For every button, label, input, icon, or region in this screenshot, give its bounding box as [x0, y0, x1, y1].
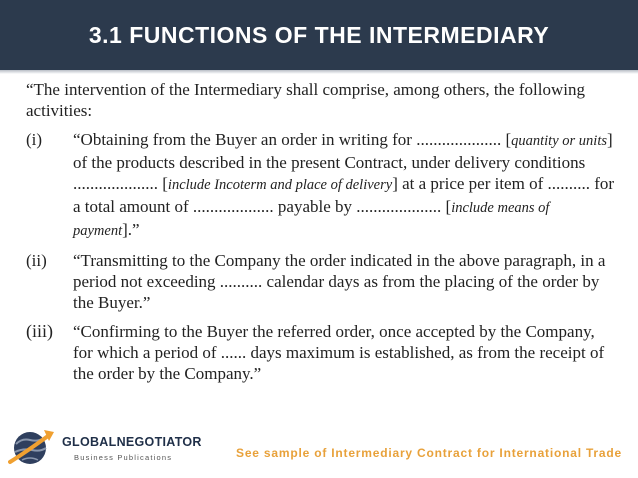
item-text	[73, 129, 616, 242]
text-segment: “Confirming to the Buyer the referred order, once accepted by the Company, for which a period of ...... days maximum is established, as from the receipt of the order by the Company.”	[73, 322, 605, 383]
item-text	[73, 321, 616, 384]
intro-paragraph: “The intervention of the Intermediary shall comprise, among others, the following activities:	[26, 80, 585, 120]
item-text	[73, 250, 616, 313]
list-item-iii	[26, 321, 616, 384]
text-segment: “Obtaining from the Buyer an order in writing for .................... [	[73, 130, 512, 149]
item-number: (iii)	[26, 321, 53, 341]
global-negotiator-logo[interactable]	[8, 424, 208, 470]
globe-arrow-logo-icon	[8, 426, 56, 468]
title-bar-shadow	[0, 70, 638, 74]
sample-contract-link[interactable]: See sample of Intermediary Contract for International Trade	[236, 446, 622, 460]
item-number: (i)	[26, 130, 43, 149]
logo-name: GLOBALNEGOTIATOR	[62, 435, 202, 449]
slide-title: 3.1 FUNCTIONS OF THE INTERMEDIARY	[88, 21, 550, 48]
logo-tagline: Business Publications	[74, 453, 173, 462]
slide-body	[26, 79, 616, 392]
text-segment: ] at a price per item of .......... for a total amount of ................... payable by .................... [	[73, 174, 615, 216]
placeholder-quantity: quantity or units	[511, 133, 607, 149]
item-number: (ii)	[26, 251, 47, 270]
placeholder-payment: include means of payment	[73, 200, 550, 239]
placeholder-incoterm: include Incoterm and place of delivery	[167, 177, 393, 193]
text-segment: “Transmitting to the Company the order indicated in the above paragraph, in a period not exceeding .......... calendar days as from the placing of the order by the Buyer.”	[73, 251, 606, 312]
list-item-i	[26, 129, 616, 242]
text-segment: ].”	[122, 220, 140, 239]
title-bar	[0, 0, 638, 70]
text-segment: ] of the products described in the present Contract, under delivery conditions .................... [	[73, 130, 613, 193]
list-item-ii	[26, 250, 616, 313]
